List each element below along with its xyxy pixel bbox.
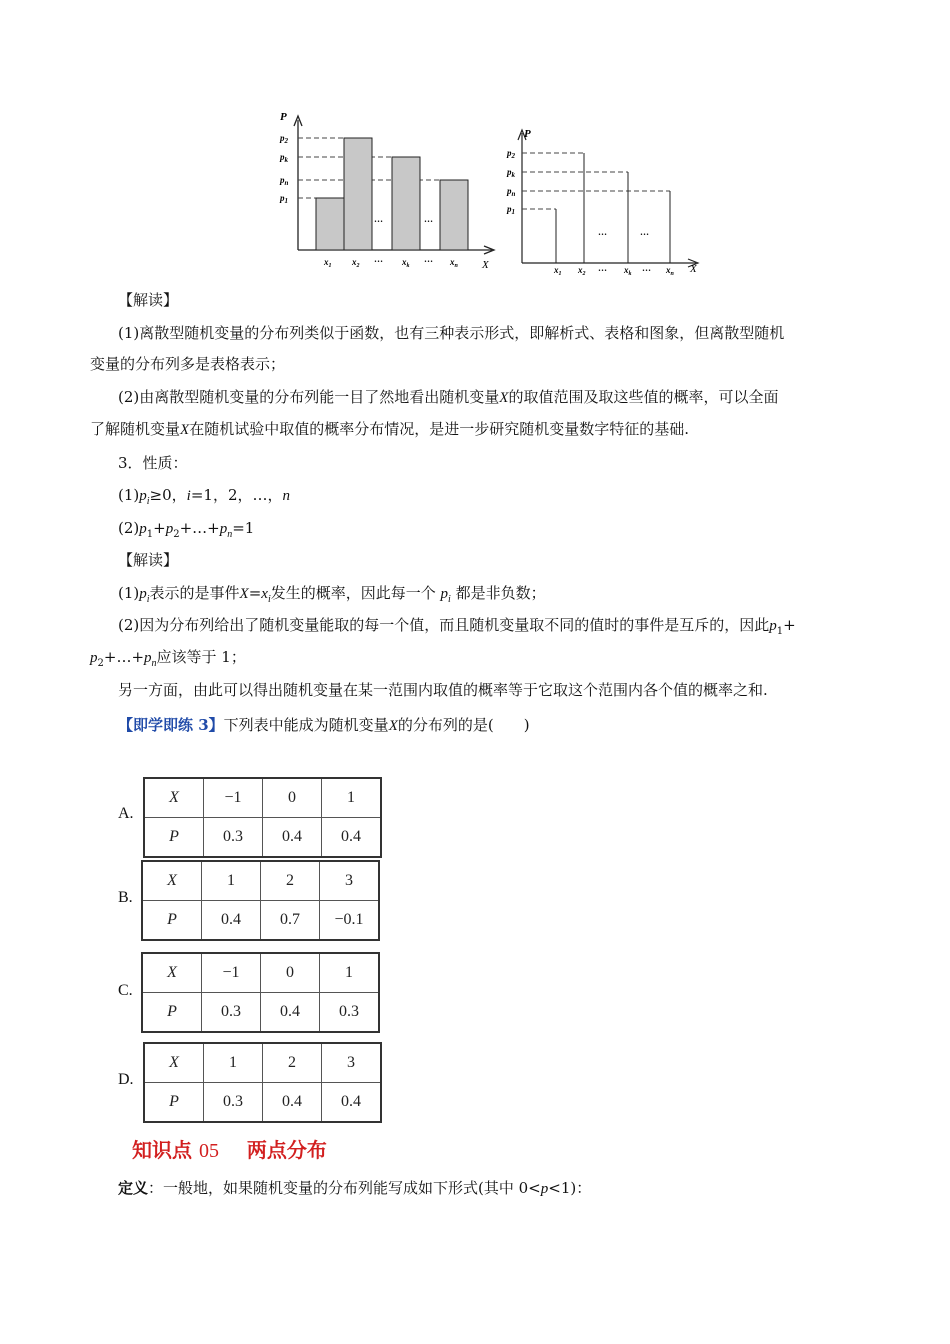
para-4b: $p_2+\dots+p_n$应该等于 1； bbox=[90, 648, 246, 669]
svg-text:x2: $x_2$ bbox=[578, 265, 586, 277]
option-c-table[interactable]: X −1 0 1 P 0.3 0.4 0.3 bbox=[141, 952, 380, 1033]
svg-text:p2: $p_2$ bbox=[507, 148, 515, 160]
svg-text:p1: $p_1$ bbox=[507, 204, 515, 216]
para-1a: (1)离散型随机变量的分布列类似于函数，也有三种表示形式，即解析式、表格和图象，但离散型随机 bbox=[118, 324, 785, 342]
para-4a: (2)因为分布列给出了随机变量能取的每一个值，而且随机变量取不同的值时的事件是互斥的，因此$p_1+$ bbox=[118, 616, 796, 637]
option-d-table[interactable]: X 1 2 3 P 0.3 0.4 0.4 bbox=[143, 1042, 382, 1123]
jiedu-heading-2: 【解读】 bbox=[118, 551, 179, 569]
jiedu-heading-1: 【解读】 bbox=[118, 291, 179, 309]
svg-text:…: … bbox=[374, 254, 383, 264]
property-title: 3．性质： bbox=[118, 454, 188, 472]
property-2: $(2)p_1+p_2+\dots+p_n=1$ bbox=[118, 519, 255, 540]
y-axis-label: P bbox=[280, 111, 287, 123]
exercise-prompt: 【即学即练 3】下列表中能成为随机变量X的分布列的是( ) bbox=[118, 716, 530, 734]
svg-text:…: … bbox=[640, 227, 649, 237]
svg-text:xk: $x_k$ bbox=[402, 257, 410, 269]
svg-text:pn: $p_n$ bbox=[507, 186, 516, 198]
svg-text:…: … bbox=[424, 214, 433, 224]
x-axis-label: X bbox=[482, 259, 489, 271]
svg-text:x1: $x_1$ bbox=[324, 257, 332, 269]
svg-text:X: X bbox=[690, 263, 697, 275]
section-heading: 知识点 05 两点分布 bbox=[132, 1138, 327, 1162]
definition-line: 定义：一般地，如果随机变量的分布列能写成如下形式(其中 0<p<1)： bbox=[118, 1179, 592, 1197]
property-1: $(1)p_i\ge 0$，i=1，2，…，n bbox=[118, 486, 290, 507]
svg-text:p2: $p_2$ bbox=[280, 133, 288, 145]
svg-text:…: … bbox=[598, 227, 607, 237]
svg-text:pk: $p_k$ bbox=[280, 152, 288, 164]
para-3: $(1)p_i$表示的是事件$X=x_i$发生的概率，因此每一个 $p_i$ 都是非负数； bbox=[118, 584, 546, 605]
bar-line-figure bbox=[500, 125, 710, 280]
svg-text:…: … bbox=[424, 254, 433, 264]
svg-text:p1: $p_1$ bbox=[280, 193, 288, 205]
svg-text:…: … bbox=[642, 263, 651, 273]
svg-text:xn: $x_n$ bbox=[450, 257, 458, 269]
svg-text:pn: $p_n$ bbox=[280, 175, 289, 187]
option-a-table[interactable]: X −1 0 1 P 0.3 0.4 0.4 bbox=[143, 777, 382, 858]
bar-x2 bbox=[344, 138, 372, 250]
option-b-label[interactable]: B. bbox=[118, 889, 133, 906]
svg-text:pk: $p_k$ bbox=[507, 167, 515, 179]
svg-text:x1: $x_1$ bbox=[554, 265, 562, 277]
option-a-label[interactable]: A. bbox=[118, 805, 134, 822]
bar-x1 bbox=[316, 198, 344, 250]
svg-text:…: … bbox=[374, 214, 383, 224]
bar-xk bbox=[392, 157, 420, 250]
bar-xn bbox=[440, 180, 468, 250]
histogram-figure bbox=[270, 110, 500, 275]
svg-text:P: P bbox=[524, 128, 531, 140]
option-c-label[interactable]: C. bbox=[118, 982, 133, 999]
para-5: 另一方面，由此可以得出随机变量在某一范围内取值的概率等于它取这个范围内各个值的概率之和. bbox=[118, 681, 768, 699]
svg-text:xk: $x_k$ bbox=[624, 265, 632, 277]
para-1b: 变量的分布列多是表格表示； bbox=[90, 355, 286, 373]
svg-text:xn: $x_n$ bbox=[666, 265, 674, 277]
para-2a: (2)由离散型随机变量的分布列能一目了然地看出随机变量X的取值范围及取这些值的概率，可以全面 bbox=[118, 388, 779, 406]
svg-text:…: … bbox=[598, 263, 607, 273]
option-d-label[interactable]: D. bbox=[118, 1071, 134, 1088]
option-b-table[interactable]: X 1 2 3 P 0.4 0.7 −0.1 bbox=[141, 860, 380, 941]
svg-text:x2: $x_2$ bbox=[352, 257, 360, 269]
para-2b: 了解随机变量X在随机试验中取值的概率分布情况，是进一步研究随机变量数字特征的基础. bbox=[90, 420, 689, 438]
